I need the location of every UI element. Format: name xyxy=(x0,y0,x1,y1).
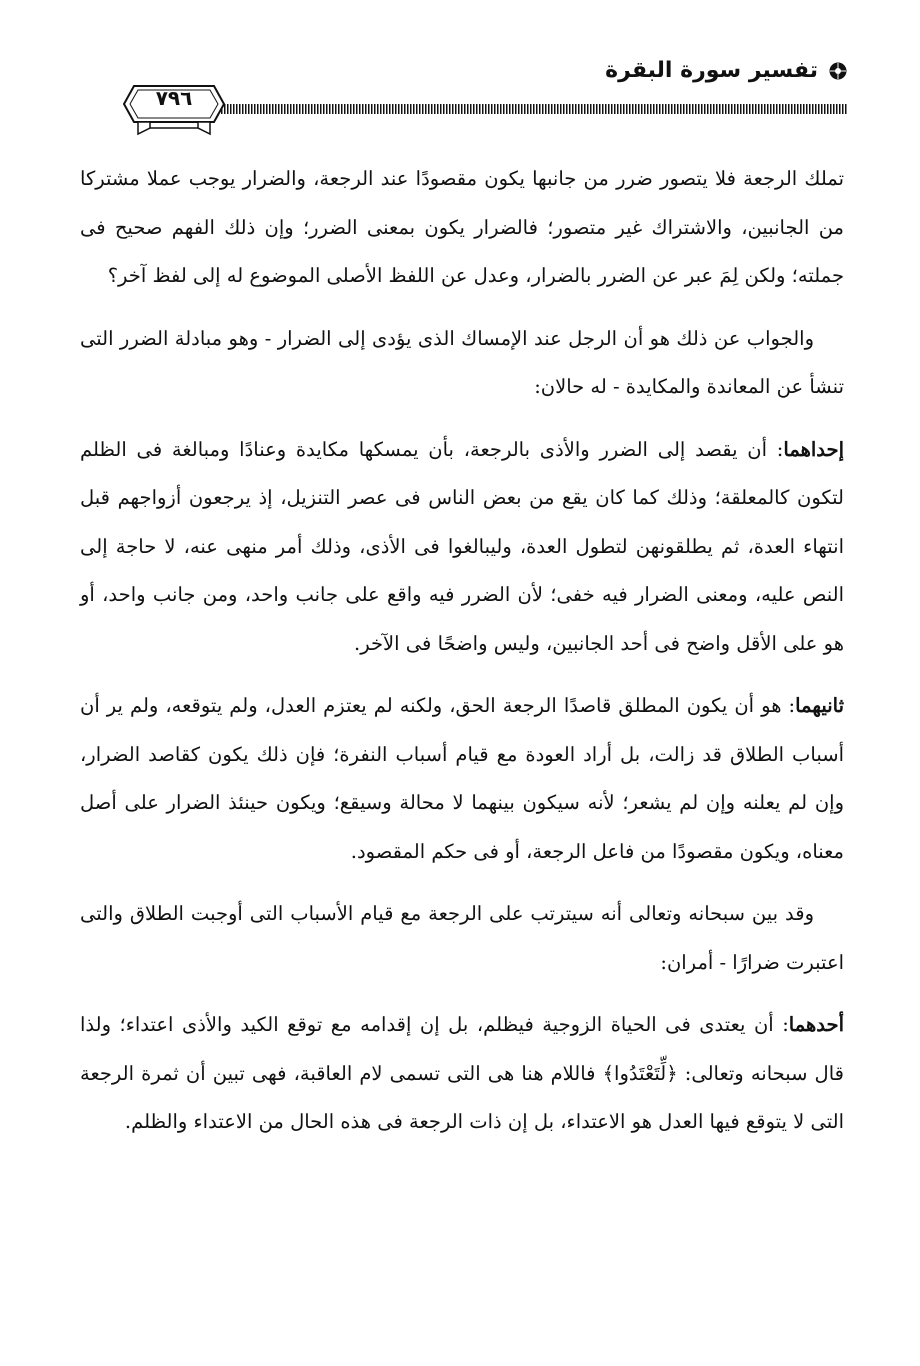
paragraph-3 xyxy=(80,426,844,669)
paragraph-6 xyxy=(80,1001,844,1147)
flower-ornament-icon xyxy=(828,61,848,81)
paragraph-1-text: تملك الرجعة فلا يتصور ضرر من جانبها يكون مقصودًا عند الرجعة، والضرار يوجب عملا مشتركا من الجانبين، والاشتراك غير متصور؛ فالضرار يكون بمعنى الضرر؛ وإن ذلك الفهم صحيح فى جملته؛ ولكن لِمَ عبر عن الضرر بالضرار، وعدل عن اللفظ الأصلى الموضوع له إلى لفظ آخر؟ xyxy=(80,167,844,287)
paragraph-3-text: : أن يقصد إلى الضرر والأذى بالرجعة، بأن يمسكها مكايدة وعنادًا ومبالغة فى الظلم لتكون كالمعلقة؛ وذلك كما كان يقع من بعض الناس فى عصر التنزيل، إذ يرجعون أزواجهم قبل انتهاء العدة، ثم يطلقونهن لتطول العدة، وليبالغوا فى الأذى، وذلك أمر منهى عنه، لا حاجة إلى النص عليه، ومعنى الضرار فيه خفى؛ لأن الضرر فيه واقع على جانب واحد، ومن جانب واحد، أو هو على الأقل واضح فى أحد الجانبين، وليس واضحًا فى الآخر. xyxy=(80,437,844,655)
paragraph-1 xyxy=(80,155,844,301)
header-title-row xyxy=(605,58,848,83)
running-header-title: تفسير سورة البقرة xyxy=(605,58,818,83)
page-header xyxy=(78,52,848,142)
paragraph-4-text: : هو أن يكون المطلق قاصدًا الرجعة الحق، ولكنه لم يعتزم العدل، ولم يتوقعه، ولم ير أن أسباب الطلاق قد زالت، بل أراد العودة مع قيام أسباب النفرة؛ فإن ذلك يكون كقاصد الضرار، وإن لم يعلنه وإن لم يشعر؛ لأنه سيكون بينهما لا محالة وسيقع؛ ويكون حينئذ الضرار على أصل معناه، ويكون مقصودًا من فاعل الرجعة، أو فى حكم المقصود. xyxy=(80,694,844,863)
paragraph-5 xyxy=(80,890,844,987)
paragraph-4 xyxy=(80,682,844,876)
header-rule xyxy=(158,104,848,114)
paragraph-6-lead: أحدهما xyxy=(788,1013,844,1036)
paragraph-2-text: والجواب عن ذلك هو أن الرجل عند الإمساك الذى يؤدى إلى الضرار - وهو مبادلة الضرر التى تنشأ عن المعاندة والمكايدة - له حالان: xyxy=(80,326,844,398)
page-number: ٧٩٦ xyxy=(155,86,193,110)
paragraph-6-text: : أن يعتدى فى الحياة الزوجية فيظلم، بل إن إقدامه مع توقع الكيد والأذى اعتداء؛ ولذا قال سبحانه وتعالى: ﴿لِّتَعْتَدُوا﴾ فاللام هنا هى التى تسمى لام العاقبة، فهى تبين أن ثمرة الرجعة التى لا يتوقع فيها العدل هو الاعتداء، بل إن ذات الرجعة فى هذه الحال من الاعتداء والظلم. xyxy=(80,1013,844,1133)
paragraph-2 xyxy=(80,315,844,412)
paragraph-4-lead: ثانيهما xyxy=(795,694,844,717)
page-body xyxy=(80,155,844,1161)
paragraph-3-lead: إحداهما xyxy=(783,437,844,461)
paragraph-5-text: وقد بين سبحانه وتعالى أنه سيترتب على الرجعة مع قيام الأسباب التى أوجبت الطلاق والتى اعتبرت ضرارًا - أمران: xyxy=(80,902,844,974)
